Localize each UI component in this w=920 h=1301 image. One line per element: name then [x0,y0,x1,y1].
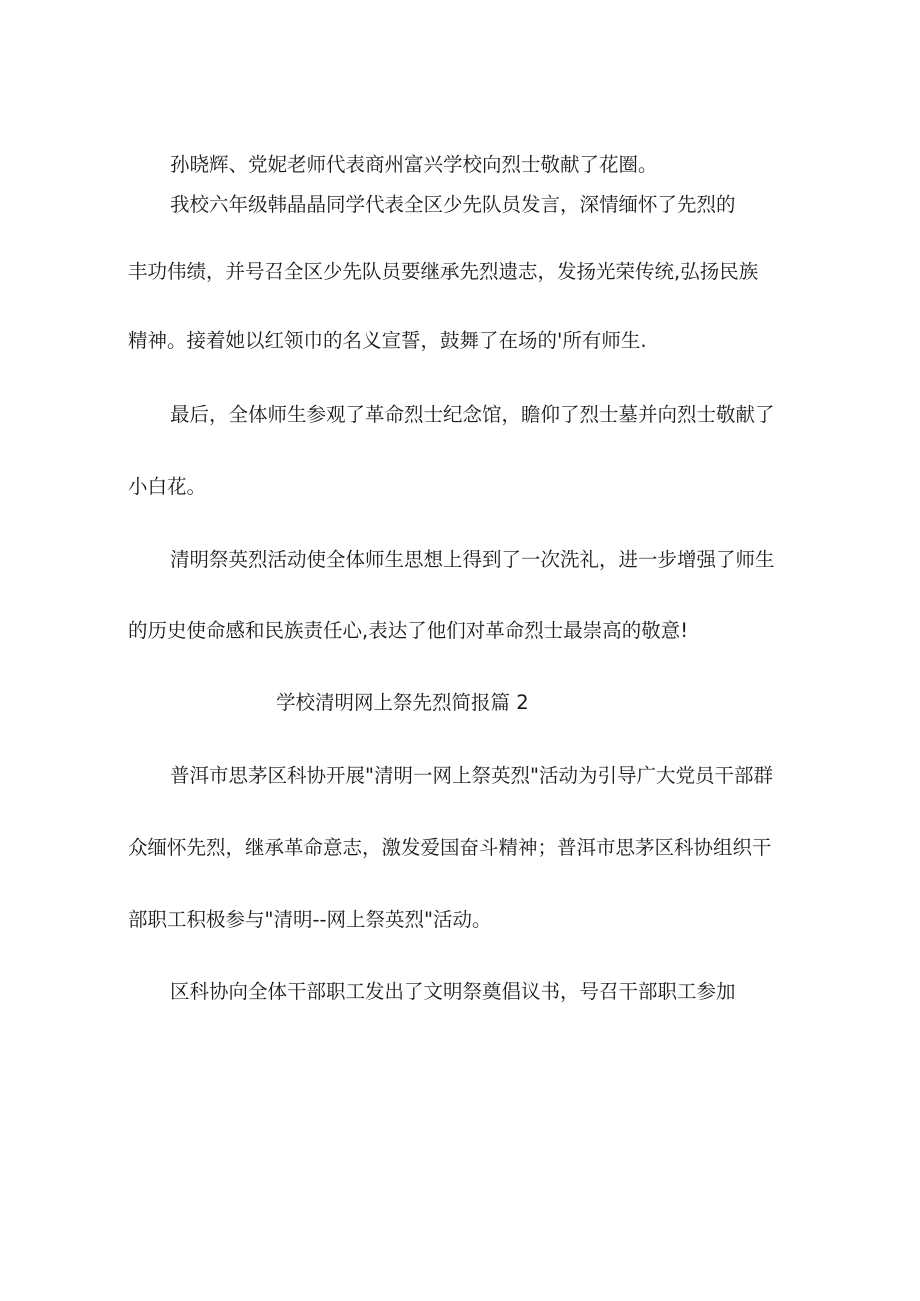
paragraph-line: 区科协向全体干部职工发出了文明祭奠倡议书，号召干部职工参加 [170,980,736,1003]
paragraph-line: 众缅怀先烈，继承革命意志，激发爱国奋斗精神；普洱市思茅区科协组织干 [128,836,772,859]
paragraph-line: 丰功伟绩，并号召全区少先队员要继承先烈遗志，发扬光荣传统,弘扬民族 [128,260,759,283]
paragraph-line: 普洱市思茅区科协开展"清明一网上祭英烈"活动为引导广大党员干部群 [170,764,773,787]
paragraph-line: 最后，全体师生参观了革命烈士纪念馆，瞻仰了烈士墓并向烈士敬献了 [170,403,775,426]
paragraph-line: 孙晓辉、党妮老师代表商州富兴学校向烈士敬献了花圈。 [170,153,658,176]
paragraph-line: 我校六年级韩晶晶同学代表全区少先队员发言，深情缅怀了先烈的 [170,193,736,216]
paragraph-line: 精神。接着她以红领巾的名义宣誓，鼓舞了在场的'所有师生. [128,329,647,352]
paragraph-line: 清明祭英烈活动使全体师生思想上得到了一次洗礼，进一步增强了师生 [170,548,775,571]
paragraph-line: 部职工积极参与"清明--网上祭英烈"活动。 [128,908,492,931]
paragraph-line: 小白花。 [128,475,207,498]
section-heading: 学校清明网上祭先烈简报篇 2 [276,691,529,714]
paragraph-line: 的历史使命感和民族责任心,表达了他们对革命烈士最崇高的敬意! [128,619,689,642]
